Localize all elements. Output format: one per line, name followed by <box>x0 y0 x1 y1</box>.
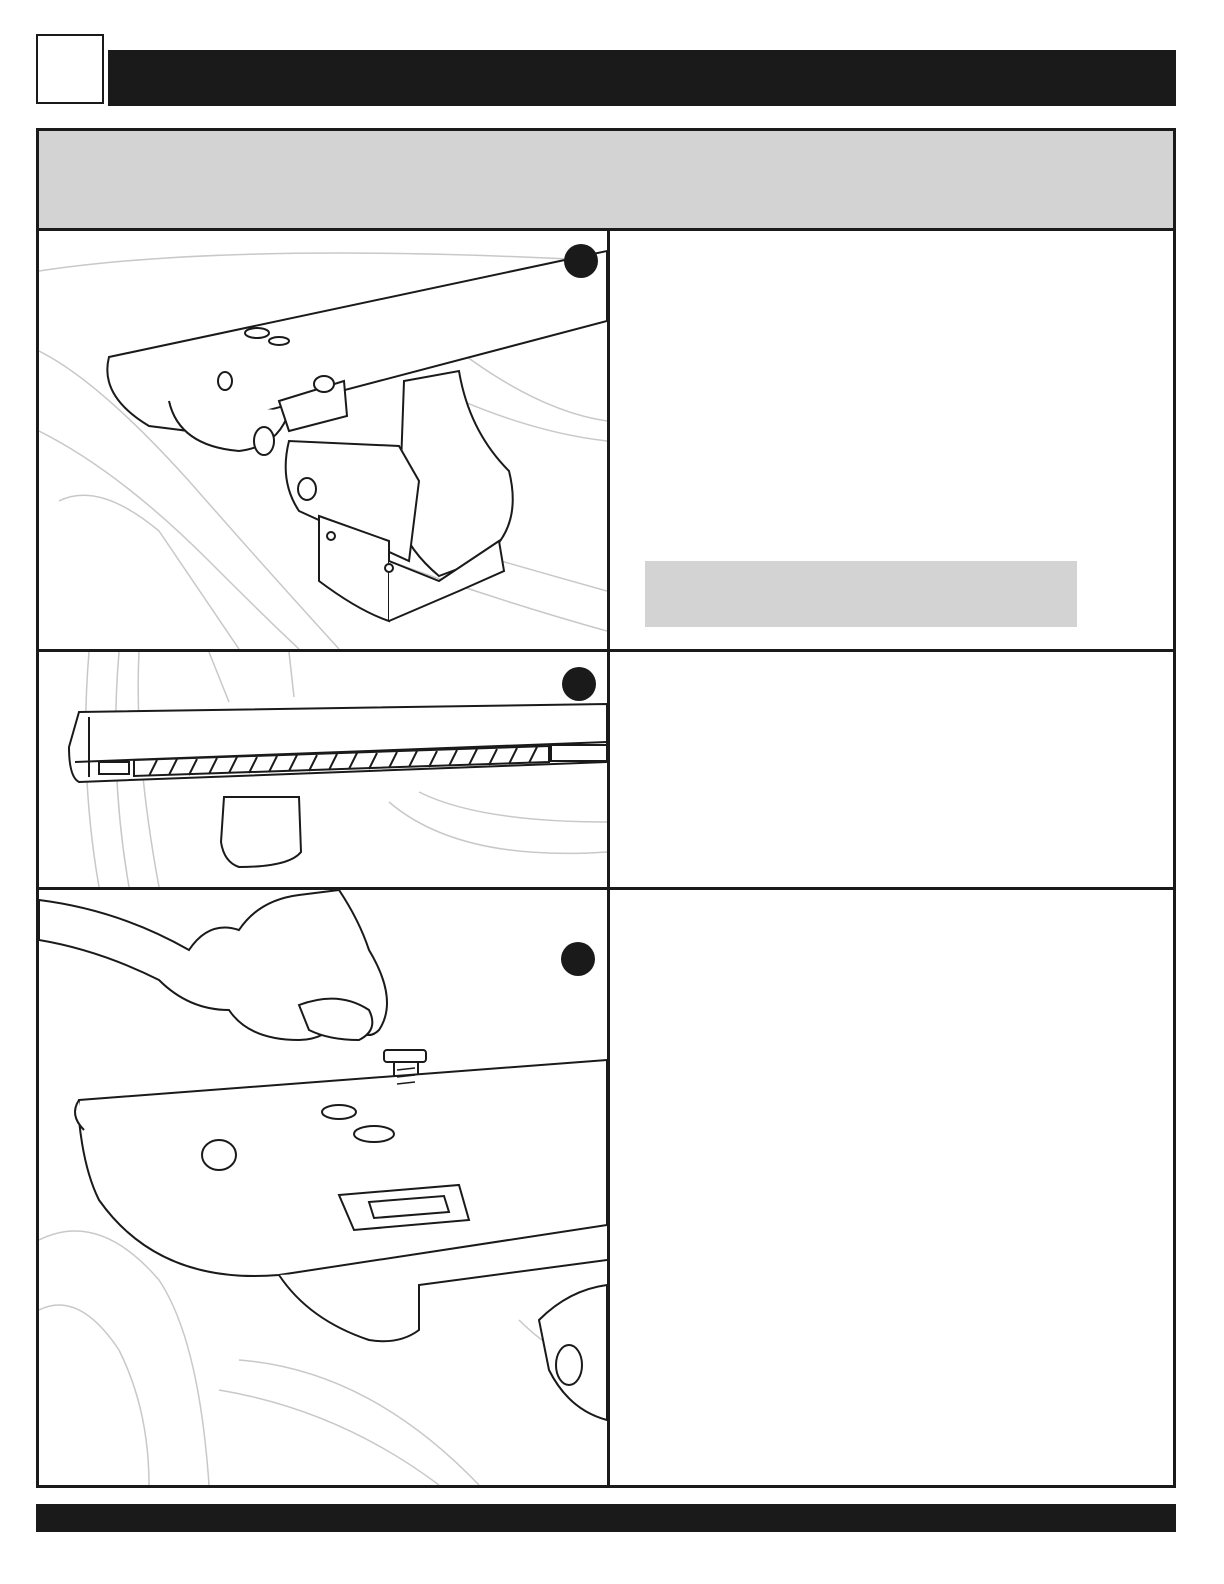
instruction-banner <box>39 131 1173 231</box>
panel-1-illustration <box>39 231 607 649</box>
roof-rack-foot-drawing <box>39 231 607 649</box>
instruction-frame <box>36 128 1176 1488</box>
step-marker-2 <box>562 667 596 701</box>
bolt-installation-drawing <box>39 890 607 1485</box>
step-marker-1 <box>564 244 598 278</box>
panel-1-note-box <box>645 561 1077 627</box>
step-marker-3 <box>561 942 595 976</box>
panel-2-text <box>610 652 1173 887</box>
panel-2-illustration <box>39 652 607 887</box>
panel-3-text <box>610 890 1173 1485</box>
title-bar <box>108 50 1176 106</box>
footer-bar <box>36 1504 1176 1532</box>
step-number-box <box>36 34 104 104</box>
panel-3-illustration <box>39 890 607 1485</box>
crossbar-slot-drawing <box>39 652 607 887</box>
